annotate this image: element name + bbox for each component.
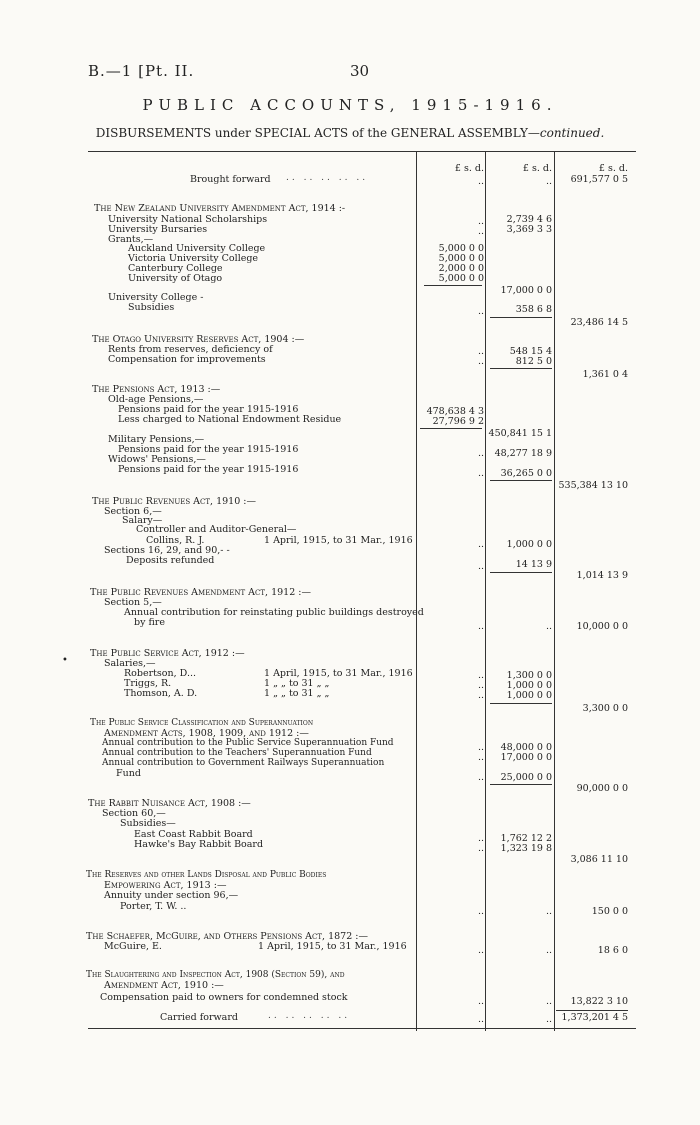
revenues-salary: Salary— <box>122 515 163 526</box>
sub-rule <box>490 784 552 785</box>
slaughtering-c2: .. <box>545 996 552 1007</box>
grant-auckland-c1: 5,000 0 0 <box>438 243 484 254</box>
oldage-total: 450,841 15 1 <box>488 428 552 439</box>
nzu-scholarships-label: University National Scholarships <box>108 214 268 225</box>
military-paid-label: Pensions paid for the year 1915-1916 <box>118 444 299 455</box>
otago-total: 1,361 0 4 <box>582 369 628 380</box>
revenues-sections: Sections 16, 29, and 90,- - <box>104 545 230 556</box>
document-reference: B.—1 [Pt. II. <box>88 62 195 80</box>
revenues-amend-section: Section 5,— <box>104 597 162 608</box>
revenues-controller: Controller and Auditor-General— <box>136 524 297 535</box>
revenues-section: Section 6,— <box>104 506 162 517</box>
collins-name: Collins, R. J. <box>146 535 205 546</box>
rabbit-hawke-label: Hawke's Bay Rabbit Board <box>134 839 264 850</box>
fund1-c2: 48,000 0 0 <box>500 742 552 753</box>
sub-rule <box>490 572 552 573</box>
service-total: 3,300 0 0 <box>582 703 628 714</box>
nzu-grants-label: Grants,— <box>108 234 154 245</box>
fund1-c1: .. <box>477 742 484 753</box>
service-row-period: 1 April, 1915, to 31 Mar., 1916 <box>264 668 413 679</box>
widows-paid-label: Pensions paid for the year 1915-1916 <box>118 464 299 475</box>
nzu-subsidies-c1: .. <box>477 306 484 317</box>
schaefer-total: 18 6 0 <box>597 945 628 956</box>
leader-dots: .. .. .. .. .. <box>286 173 369 183</box>
nzu-total: 23,486 14 5 <box>570 317 628 328</box>
rabbit-east-c2: 1,762 12 2 <box>500 833 552 844</box>
service-row-c2: 1,000 0 0 <box>506 680 552 691</box>
revenues-total: 1,014 13 9 <box>576 570 628 581</box>
military-c2: 48,277 18 9 <box>494 448 552 459</box>
leader-dots: .. .. .. .. .. <box>268 1011 351 1021</box>
slaughtering-compensation-label: Compensation paid to owners for condemned stock <box>100 992 348 1003</box>
deposits-c2: 14 13 9 <box>515 559 552 570</box>
nzu-bursaries-c1: .. <box>477 226 484 237</box>
currency-col1: £ s. d. <box>454 163 484 174</box>
slaughtering-heading-1: The Slaughtering and Inspection Act, 1908 (Section 59), and <box>86 970 345 980</box>
oldage-endowment-label: Less charged to National Endowment Residue <box>118 414 342 425</box>
fund3-c2: 25,000 0 0 <box>500 772 552 783</box>
nzu-bursaries-c2: 3,369 3 3 <box>506 224 552 235</box>
brought-forward-label: Brought forward <box>190 174 271 185</box>
collins-c1: .. <box>477 539 484 550</box>
nzu-bursaries-label: University Bursaries <box>108 224 208 235</box>
revenues-heading: The Public Revenues Act, 1910 :— <box>92 496 256 507</box>
rabbit-section: Section 60,— <box>102 808 166 819</box>
porter-label: Porter, T. W. .. <box>120 901 187 912</box>
classification-heading-1: The Public Service Classification and Superannuation <box>90 718 314 728</box>
rabbit-hawke-c1: .. <box>477 843 484 854</box>
fund3-label-2: Fund <box>116 768 141 779</box>
oldage-paid-label: Pensions paid for the year 1915-1916 <box>118 404 299 415</box>
subtitle-continued: —continued. <box>527 126 605 140</box>
slaughtering-total: 13,822 3 10 <box>570 996 628 1007</box>
service-row-name: Thomson, A. D. <box>124 688 198 699</box>
service-salaries-label: Salaries,— <box>104 658 156 669</box>
grant-auckland-label: Auckland University College <box>128 243 266 254</box>
grant-otago-c1: 5,000 0 0 <box>438 273 484 284</box>
oldage-paid-c1: 478,638 4 3 <box>426 406 484 417</box>
grant-canterbury-c1: 2,000 0 0 <box>438 263 484 274</box>
classification-heading-2: Amendment Acts, 1908, 1909, and 1912 :— <box>104 728 309 739</box>
schaefer-heading: The Schaefer, McGuire, and Others Pensions Act, 1872 :— <box>86 931 368 942</box>
reserves-heading-2: Empowering Act, 1913 :— <box>104 880 227 891</box>
fund3-label-1: Annual contribution to Government Railways Superannuation <box>102 758 385 768</box>
rabbit-heading: The Rabbit Nuisance Act, 1908 :— <box>88 798 251 809</box>
nzu-subsidies-label: Subsidies <box>128 302 175 313</box>
mcguire-period: 1 April, 1915, to 31 Mar., 1916 <box>258 941 407 952</box>
page-subtitle <box>0 126 700 140</box>
nzu-scholarships-c2: 2,739 4 6 <box>506 214 552 225</box>
nzu-scholarships-c1: .. <box>477 216 484 227</box>
carried-forward-total: 1,373,201 4 5 <box>561 1012 628 1023</box>
margin-mark: • <box>62 655 68 666</box>
currency-col3: £ s. d. <box>598 163 628 174</box>
service-row-name: Robertson, D... <box>124 668 197 679</box>
col-divider-1 <box>416 151 417 1031</box>
otago-rents-c1: .. <box>477 346 484 357</box>
otago-rents-c2: 548 15 4 <box>509 346 552 357</box>
revenues-amend-line2: by fire <box>134 617 165 628</box>
carried-forward-label: Carried forward <box>160 1012 238 1023</box>
service-row-c1: .. <box>477 680 484 691</box>
service-row-period: 1 „ „ to 31 „ „ <box>264 678 330 689</box>
sub-rule <box>490 703 552 704</box>
sub-rule <box>424 285 482 286</box>
fund3-c1: .. <box>477 772 484 783</box>
military-label: Military Pensions,— <box>108 434 205 445</box>
slaughtering-heading-2: Amendment Act, 1910 :— <box>104 980 224 991</box>
nzu-colleges-label: University College - <box>108 292 204 303</box>
widows-c1: .. <box>477 468 484 479</box>
service-row-c2: 1,000 0 0 <box>506 690 552 701</box>
page-number: 30 <box>350 62 370 80</box>
fund2-c1: .. <box>477 752 484 763</box>
page-title: PUBLIC ACCOUNTS, 1915-1916. <box>142 96 558 114</box>
service-row-name: Triggs, R. <box>124 678 172 689</box>
nzu-subsidies-c2: 358 6 8 <box>515 304 552 315</box>
col-divider-3 <box>554 151 555 1031</box>
brought-forward-c2: .. <box>545 176 552 187</box>
revenues-amend-c2: .. <box>545 621 552 632</box>
col-divider-2 <box>485 151 486 1031</box>
pensions-heading: The Pensions Act, 1913 :— <box>92 384 221 395</box>
reserves-total: 150 0 0 <box>591 906 628 917</box>
rabbit-total: 3,086 11 10 <box>570 854 628 865</box>
service-row-period: 1 „ „ to 31 „ „ <box>264 688 330 699</box>
widows-label: Widows' Pensions,— <box>108 454 206 465</box>
reserves-annuity: Annuity under section 96,— <box>104 890 239 901</box>
fund2-label: Annual contribution to the Teachers' Superannuation Fund <box>102 748 372 758</box>
rabbit-east-label: East Coast Rabbit Board <box>134 829 253 840</box>
service-row-c1: .. <box>477 670 484 681</box>
grant-otago-label: University of Otago <box>128 273 223 284</box>
classification-total: 90,000 0 0 <box>576 783 628 794</box>
service-row-c1: .. <box>477 690 484 701</box>
mcguire-name: McGuire, E. <box>104 941 162 952</box>
currency-col2: £ s. d. <box>522 163 552 174</box>
pensions-total: 535,384 13 10 <box>558 480 628 491</box>
revenues-amend-c1: .. <box>477 621 484 632</box>
sub-rule <box>490 368 552 369</box>
revenues-amend-heading: The Public Revenues Amendment Act, 1912 :— <box>90 587 311 598</box>
deposits-c1: .. <box>477 561 484 572</box>
carried-forward-c1: .. <box>477 1014 484 1025</box>
oldage-label: Old-age Pensions,— <box>108 394 204 405</box>
grant-victoria-label: Victoria University College <box>128 253 259 264</box>
otago-compensation-label: Compensation for improvements <box>108 354 266 365</box>
fund2-c2: 17,000 0 0 <box>500 752 552 763</box>
reserves-heading-1: The Reserves and other Lands Disposal and Public Bodies <box>86 870 327 880</box>
deposits-label: Deposits refunded <box>126 555 215 566</box>
nzu-heading: The New Zealand University Amendment Act, 1914 :- <box>94 203 346 214</box>
oldage-endowment-c1: 27,796 9 2 <box>432 416 484 427</box>
military-c1: .. <box>477 448 484 459</box>
otago-rents-label: Rents from reserves, deficiency of <box>108 344 273 355</box>
fund1-label: Annual contribution to the Public Service Superannuation Fund <box>102 738 394 748</box>
mcguire-c2: .. <box>545 945 552 956</box>
collins-period: 1 April, 1915, to 31 Mar., 1916 <box>264 535 413 546</box>
rabbit-subsidies: Subsidies— <box>120 818 176 829</box>
otago-compensation-c2: 812 5 0 <box>515 356 552 367</box>
service-row-c2: 1,300 0 0 <box>506 670 552 681</box>
brought-forward-total: 691,577 0 5 <box>570 174 628 185</box>
collins-c2: 1,000 0 0 <box>506 539 552 550</box>
mcguire-c1: .. <box>477 945 484 956</box>
porter-c2: .. <box>545 906 552 917</box>
brought-forward-c1: .. <box>477 176 484 187</box>
rabbit-hawke-c2: 1,323 19 8 <box>500 843 552 854</box>
grant-canterbury-label: Canterbury College <box>128 263 223 274</box>
slaughtering-c1: .. <box>477 996 484 1007</box>
revenues-amend-total: 10,000 0 0 <box>576 621 628 632</box>
revenues-amend-line1: Annual contribution for reinstating public buildings destroyed <box>124 607 424 618</box>
porter-c1: .. <box>477 906 484 917</box>
carried-forward-c2: .. <box>545 1014 552 1025</box>
service-heading: The Public Service Act, 1912 :— <box>90 648 245 659</box>
rabbit-east-c1: .. <box>477 833 484 844</box>
otago-compensation-c1: .. <box>477 356 484 367</box>
otago-heading: The Otago University Reserves Act, 1904 :— <box>92 334 305 345</box>
nzu-grants-total: 17,000 0 0 <box>500 285 552 296</box>
subtitle-main: DISBURSEMENTS under SPECIAL ACTS of the GENERAL ASSEMBLY <box>95 126 528 140</box>
total-rule <box>556 1010 628 1011</box>
widows-c2: 36,265 0 0 <box>500 468 552 479</box>
table-bottom-rule <box>88 1028 636 1029</box>
sub-rule <box>490 480 552 481</box>
sub-rule <box>420 428 482 429</box>
grant-victoria-c1: 5,000 0 0 <box>438 253 484 264</box>
sub-rule <box>490 317 552 318</box>
